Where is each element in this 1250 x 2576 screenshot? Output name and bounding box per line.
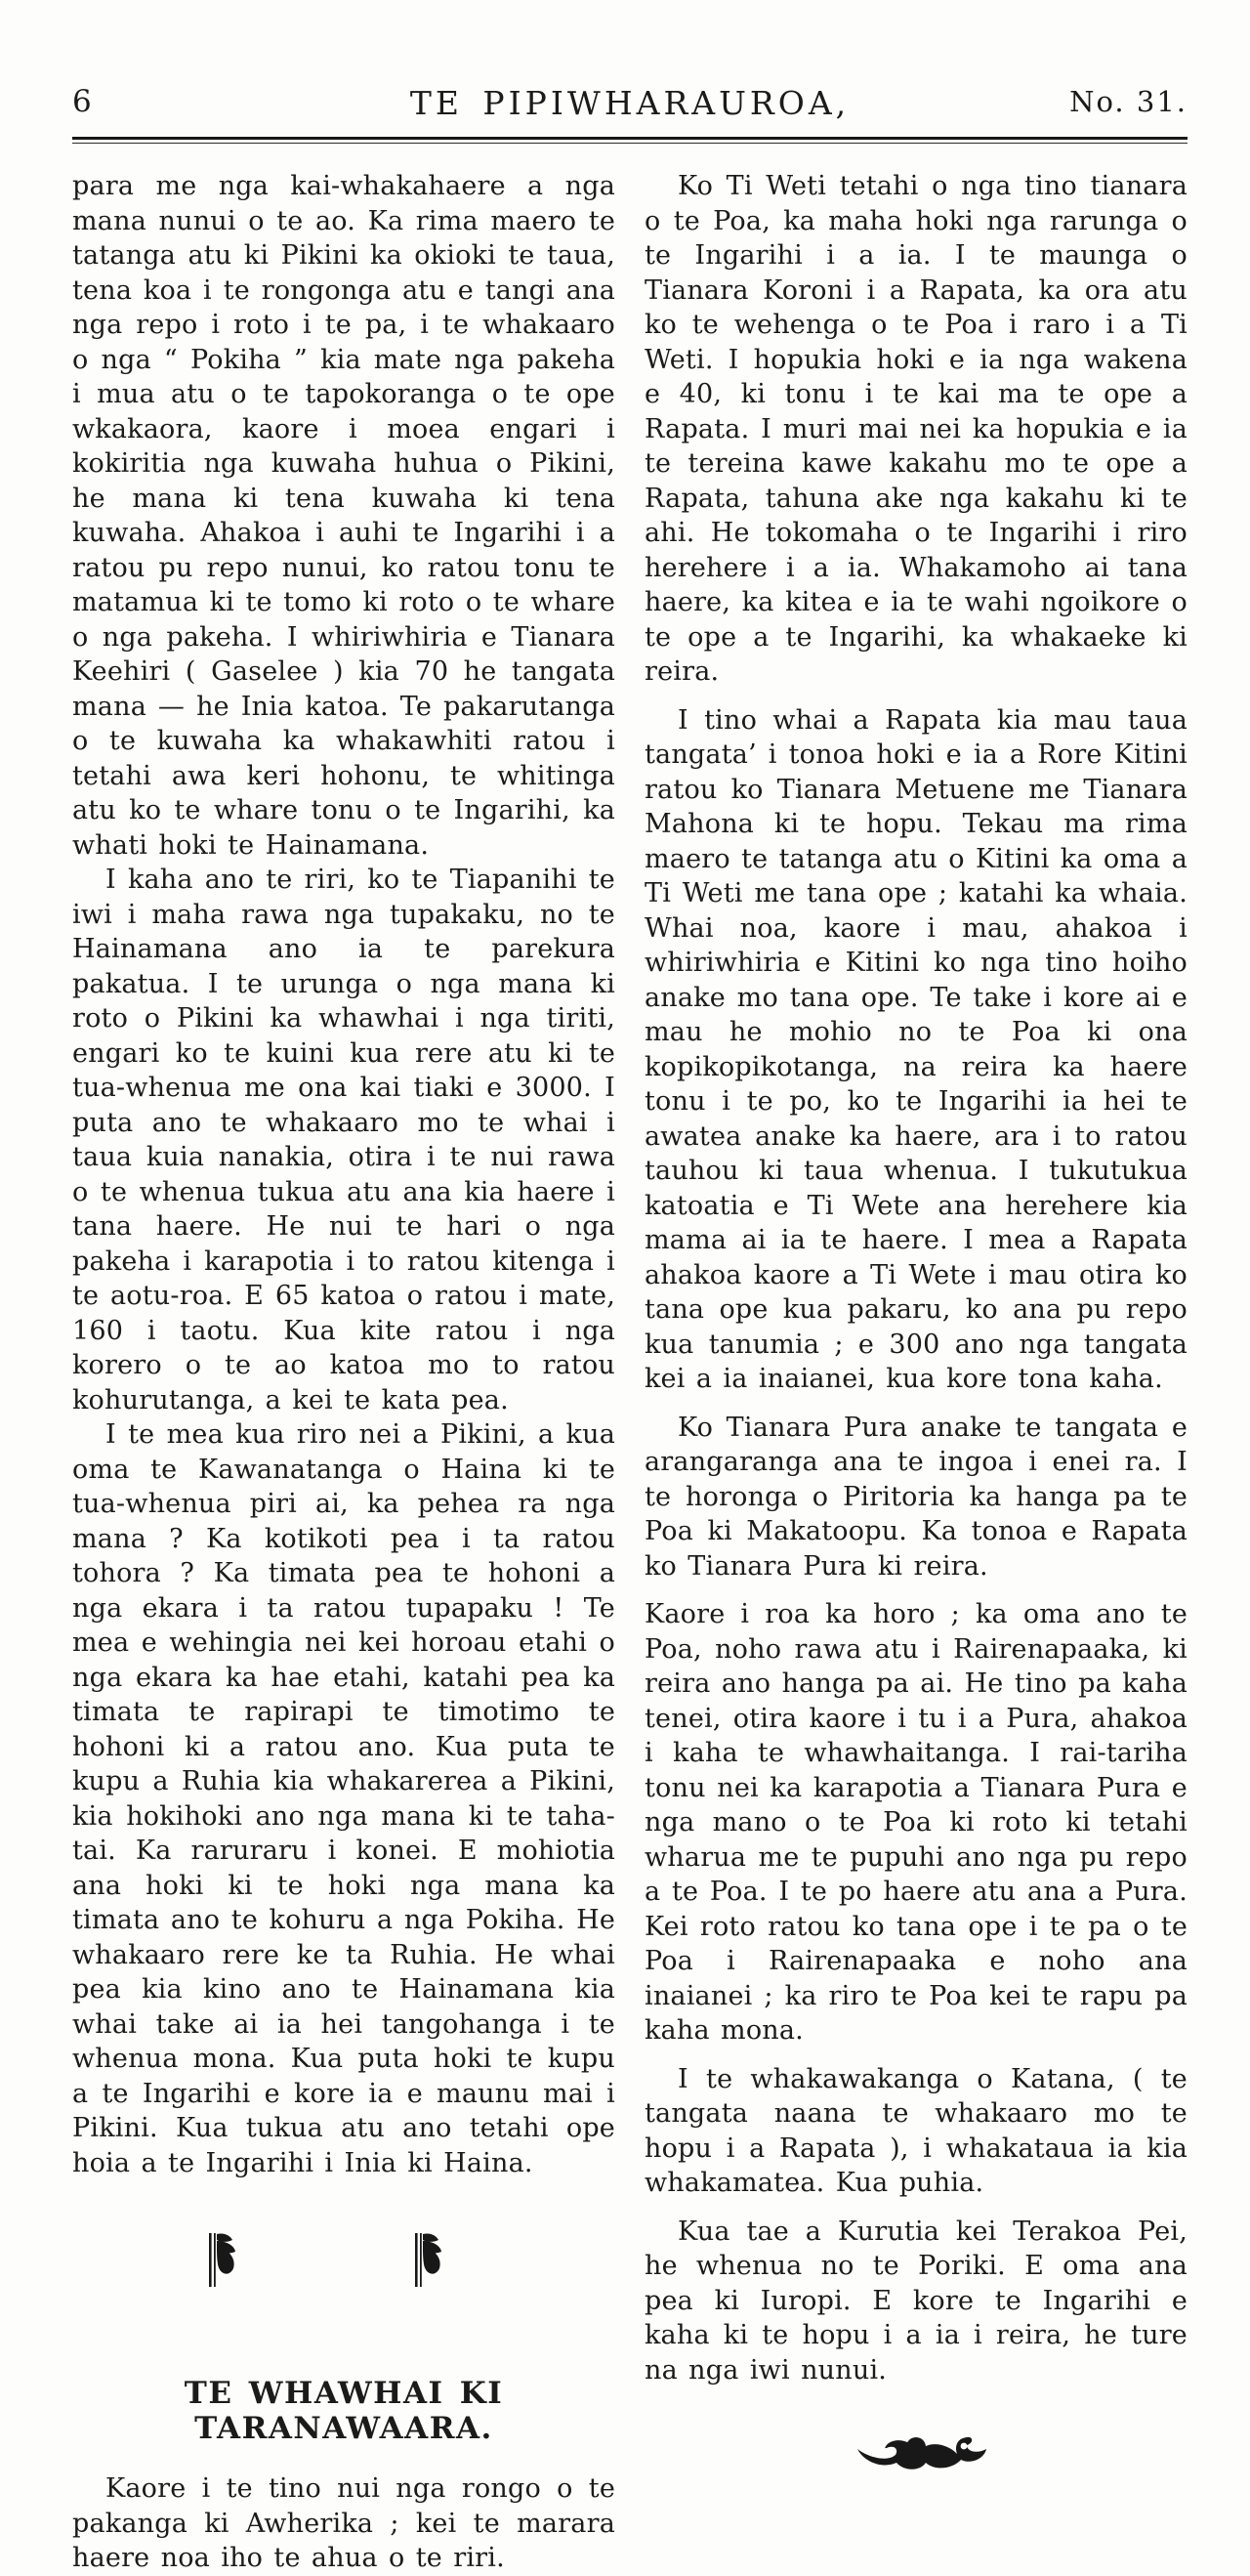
ornament-row — [72, 2231, 615, 2294]
floral-flourish-ornament-icon — [830, 2463, 1002, 2481]
end-flourish-row — [645, 2432, 1188, 2481]
article-paragraph: Ko Tianara Pura anake te tangata e arangaranga ana te ingoa i enei ra. I te horonga o Piritoria ka hanga pa te Poa ki Makatoopu. Ka tonoa e Rapata ko Tianara Pura ki reira. — [645, 1412, 1188, 1582]
article-paragraph: Kaore i te tino nui nga rongo o te pakanga ki Awherika ; kei te marara haere noa iho te ahua o te riri. — [72, 2473, 615, 2573]
article-paragraph: I te mea kua riro nei a Pikini, a kua oma te Kawanatanga o Haina ki te tua-whenua piri ai, ka pehea ra nga mana ? Ka kotikoti pea i ta ratou tohora ? Ka timata pea te hohoni a nga ekara i ta ratou tupapaku ! Te mea e wehingia nei kei horoau etahi o nga ekara ka hae etahi, katahi pea ka timata te rapirapi te timotimo te hohoni ki a ratou ano. Kua puta te kupu a Ruhia kia whakarerea a Pikini, kia hokihoki ano nga mana ki te taha-tai. Ka raruraru i konei. E mohiotia ana hoki ki te hoki nga mana ka timata ano te kohuru a nga Pokiha. He whakaaro rere ke ta Ruhia. He whai pea kia kino ano te Hainamana kia whai take ai ia hei tangohanga i te whenua mona. Kua puta hoki te kupu a te Ingarihi e kore ia e maunu mai i Pikini. Kua tukua atu ano tetahi ope hoia a te Ingarihi i Inia ki Haina. — [72, 1419, 615, 2178]
printers-quill-ornament-icon — [410, 2231, 445, 2294]
article-paragraph: Kaore i roa ka horo ; ka oma ano te Poa, noho rawa atu i Rairenapaaka, ki reira ano hanga pa ai. He tino pa kaha tenei, otira kaore i tu i a Pura, ahakoa i kaha te whawhaitanga. I rai-tariha tonu nei ka karapotia a Tianara Pura e nga mano o te Poa ki roto ki tetahi wharua me te pupuhi ano nga pu repo a te Poa. I te po haere atu ana a Pura. Kei roto ratou ko tana ope i te pa o te Poa i Rairenapaaka e noho ana inaianei ; ka riro te Poa kei te rapu pa kaha mona. — [645, 1599, 1188, 2046]
article-paragraph: Ko Ti Weti tetahi o nga tino tianara o te Poa, ka maha hoki nga rarunga o te Ingarihi i a ia. I te maunga o Tianara Koroni i a Rapata, ka ora atu ko te wehenga o te Poa i raro i a Ti Weti. I hopukia hoki e ia nga wakena e 40, ki tonu i te kai ma te ope a Rapata. I muri mai nei ka hopukia e ia te tereina kawe kakahu mo te ope a Rapata, tahuna ake nga kakahu ki te ahi. He tokomaha o te Ingarihi i riro herehere i a ia. Whakamoho ai tana haere, ka kitea e ia te wahi ngoikore o te ope a te Ingarihi, ka whakaeke ki reira. — [645, 171, 1188, 687]
article-columns — [72, 169, 1188, 2576]
right-column — [645, 169, 1188, 2576]
paper-title: TE PIPIWHARAUROA, — [409, 84, 851, 122]
article-paragraph: I te whakawakanga o Katana, ( te tangata naana te whakaaro mo te hopu i a Rapata ), i whakataua ia kia whakamatea. Kua puhia. — [645, 2063, 1188, 2198]
article-paragraph: I tino whai a Rapata kia mau taua tangata’ i tonoa hoki e ia a Rore Kitini ratou ko Tianara Metuene me Tianara Mahona ki te hopu. Tekau ma rima maero te tatanga atu o Kitini ka oma a Ti Weti me tana ope ; katahi ka whaia. Whai noa, kaore i mau, ahakoa i whiriwhiria e Kitini ko nga tino hoiho anake mo tana ope. Te take i kore ai e mau he mohio no te Poa ki ona kopikopikotanga, na reira ka haere tonu i te po, ko te Ingarihi ia hei te awatea anake ka haere, ara i to ratou tauhou ki taua whenua. I tukutukua katoatia e Ti Wete ana herehere kia mama ai ia te haere. I mea a Rapata ahakoa kaore a Ti Wete i mau otira ko tana ope kua pakaru, ko ana pu repo kua tanumia ; e 300 ano nga tangata kei a ia inaianei, kua kore tona kaha. — [645, 704, 1188, 1394]
article-paragraph: I kaha ano te riri, ko te Tiapanihi te iwi i maha rawa nga tupakaku, no te Hainamana ano ia te parekura pakatua. I te urunga o nga mana ki roto o Pikini ka whawhai i nga tiriti, engari ko te kuini kua rere atu ki te tua-whenua me ona kai tiaki e 3000. I puta ano te whakaaro mo te whai i taua kuia nanakia, otira i te nui rawa o te whenua tukua atu ana kia haere i tana haere. He nui te hari o nga pakeha i karapotia i to ratou kitenga i te aotu-roa. E 65 katoa o ratou i mate, 160 i taotu. Kua kite ratou i nga korero o te ao katoa mo to ratou kohurutanga, a kei te kata pea. — [72, 865, 615, 1415]
masthead — [72, 84, 1188, 127]
left-column — [72, 169, 615, 2576]
section-heading: TE WHAWHAI KI TARANAWAARA. — [184, 2376, 504, 2446]
issue-number: No. 31. — [1069, 85, 1188, 118]
printers-quill-ornament-icon — [204, 2231, 239, 2294]
article-paragraph: Kua tae a Kurutia kei Terakoa Pei, he whenua no te Poriki. E oma ana pea ki Iuropi. E kore te Ingarihi e kaha ki te hopu i a ia i reira, he ture na nga iwi nunui. — [645, 2216, 1188, 2386]
page-number: 6 — [72, 84, 92, 119]
article-paragraph: para me nga kai-whakahaere a nga mana nunui o te ao. Ka rima maero te tatanga atu ki Pikini ka okioki te taua, tena koa i te rongonga atu e tangi ana nga repo i roto i te pa, i te whakaaro o nga “ Pokiha ” kia mate nga pakeha i mua atu o te tapokoranga o te ope wkakaora, kaore i moea engari i kokiritia nga kuwaha huhua o Pikini, he mana ki tena kuwaha ki tena kuwaha. Ahakoa i auhi te Ingarihi i a ratou pu repo nunui, ko ratou tonu te matamua ki te tomo ki roto o te whare o nga pakeha. I whiriwhiria e Tianara Keehiri ( Gaselee ) kia 70 he tangata mana — he Inia katoa. Te pakarutanga o te kuwaha ka whakawhiti ratou i tetahi awa keri hohonu, te whitinga atu ko te whare tonu o te Ingarihi, ka whati hoki te Hainamana. — [72, 171, 615, 861]
masthead-rule — [72, 137, 1188, 144]
